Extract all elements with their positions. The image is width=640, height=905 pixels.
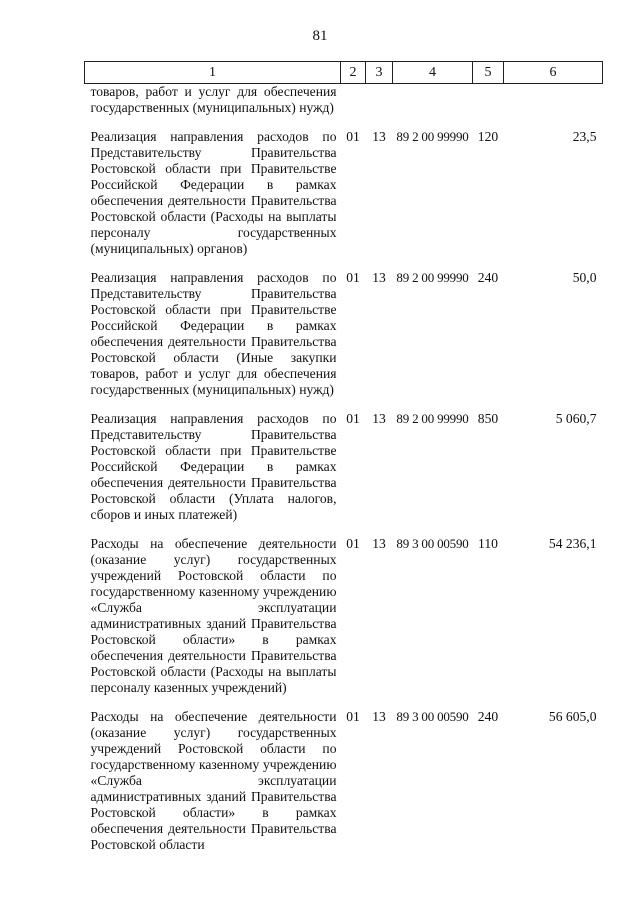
- row-subsection: 13: [372, 270, 386, 285]
- row-subsection: [366, 84, 393, 117]
- row-amount: 54 236,1: [548, 536, 597, 551]
- page-number: 81: [312, 28, 328, 44]
- column-header-4: 4: [393, 62, 473, 84]
- table-row: [85, 257, 603, 398]
- table-row: [85, 116, 603, 257]
- row-target-code: [393, 84, 473, 117]
- row-section: 01: [346, 411, 360, 426]
- row-section: 01: [346, 709, 360, 724]
- row-amount: 23,5: [572, 129, 597, 144]
- row-subsection: 13: [372, 129, 386, 144]
- budget-table: [84, 61, 603, 853]
- table-row: [85, 398, 603, 523]
- row-expense-type: 240: [477, 709, 499, 724]
- row-section: 01: [346, 270, 360, 285]
- row-target-code: 89 3 00 00590: [396, 709, 469, 724]
- row-amount: 50,0: [572, 270, 597, 285]
- column-header-3: 3: [366, 62, 393, 84]
- row-expense-type: 120: [477, 129, 499, 144]
- row-description: Расходы на обеспечение деятельности (оказание услуг) государственных учреждений Ростовской области по государственному казенному учреждению «Служба эксплуатации административных зданий Правительства Ростовской области» в рамках обеспечения деятельности Правительства Ростовской области (Расходы на выплаты персоналу казенных учреждений): [90, 536, 337, 695]
- column-header-5: 5: [473, 62, 504, 84]
- row-description: Расходы на обеспечение деятельности (оказание услуг) государственных учреждений Ростовской области по государственному казенному учреждению «Служба эксплуатации административных зданий Правительства Ростовской области» в рамках обеспечения деятельности Правительства Ростовской области: [90, 709, 337, 852]
- row-expense-type: 240: [477, 270, 499, 285]
- table-row: [85, 523, 603, 696]
- row-description: Реализация направления расходов по Представительству Правительства Ростовской области при Правительстве Российской Федерации в рамках обеспечения деятельности Правительства Ростовской области (Уплата налогов, сборов и иных платежей): [90, 411, 337, 522]
- row-description: товаров, работ и услуг для обеспечения государственных (муниципальных) нужд): [90, 84, 337, 115]
- row-target-code: 89 2 00 99990: [396, 129, 469, 144]
- row-section: 01: [346, 129, 360, 144]
- row-amount: 5 060,7: [555, 411, 597, 426]
- row-amount: 56 605,0: [548, 709, 597, 724]
- row-subsection: 13: [372, 411, 386, 426]
- row-section: [341, 84, 366, 117]
- row-target-code: 89 2 00 99990: [396, 270, 469, 285]
- row-target-code: 89 2 00 99990: [396, 411, 469, 426]
- row-subsection: 13: [372, 709, 386, 724]
- row-description: Реализация направления расходов по Представительству Правительства Ростовской области при Правительстве Российской Федерации в рамках обеспечения деятельности Правительства Ростовской области (Иные закупки товаров, работ и услуг для обеспечения государственных (муниципальных) нужд): [90, 270, 337, 397]
- row-section: 01: [346, 536, 360, 551]
- row-subsection: 13: [372, 536, 386, 551]
- row-amount: [504, 84, 603, 117]
- row-description: Реализация направления расходов по Представительству Правительства Ростовской области при Правительстве Российской Федерации в рамках обеспечения деятельности Правительства Ростовской области (Расходы на выплаты персоналу государственных (муниципальных) органов): [90, 129, 337, 256]
- table-row: [85, 84, 603, 117]
- row-target-code: 89 3 00 00590: [396, 536, 469, 551]
- table-header: [85, 62, 603, 84]
- row-expense-type: 850: [477, 411, 499, 426]
- row-expense-type: [473, 84, 504, 117]
- column-header-1: 1: [85, 62, 341, 84]
- column-header-6: 6: [504, 62, 603, 84]
- column-header-2: 2: [341, 62, 366, 84]
- table-row: [85, 696, 603, 853]
- row-expense-type: 110: [478, 536, 498, 551]
